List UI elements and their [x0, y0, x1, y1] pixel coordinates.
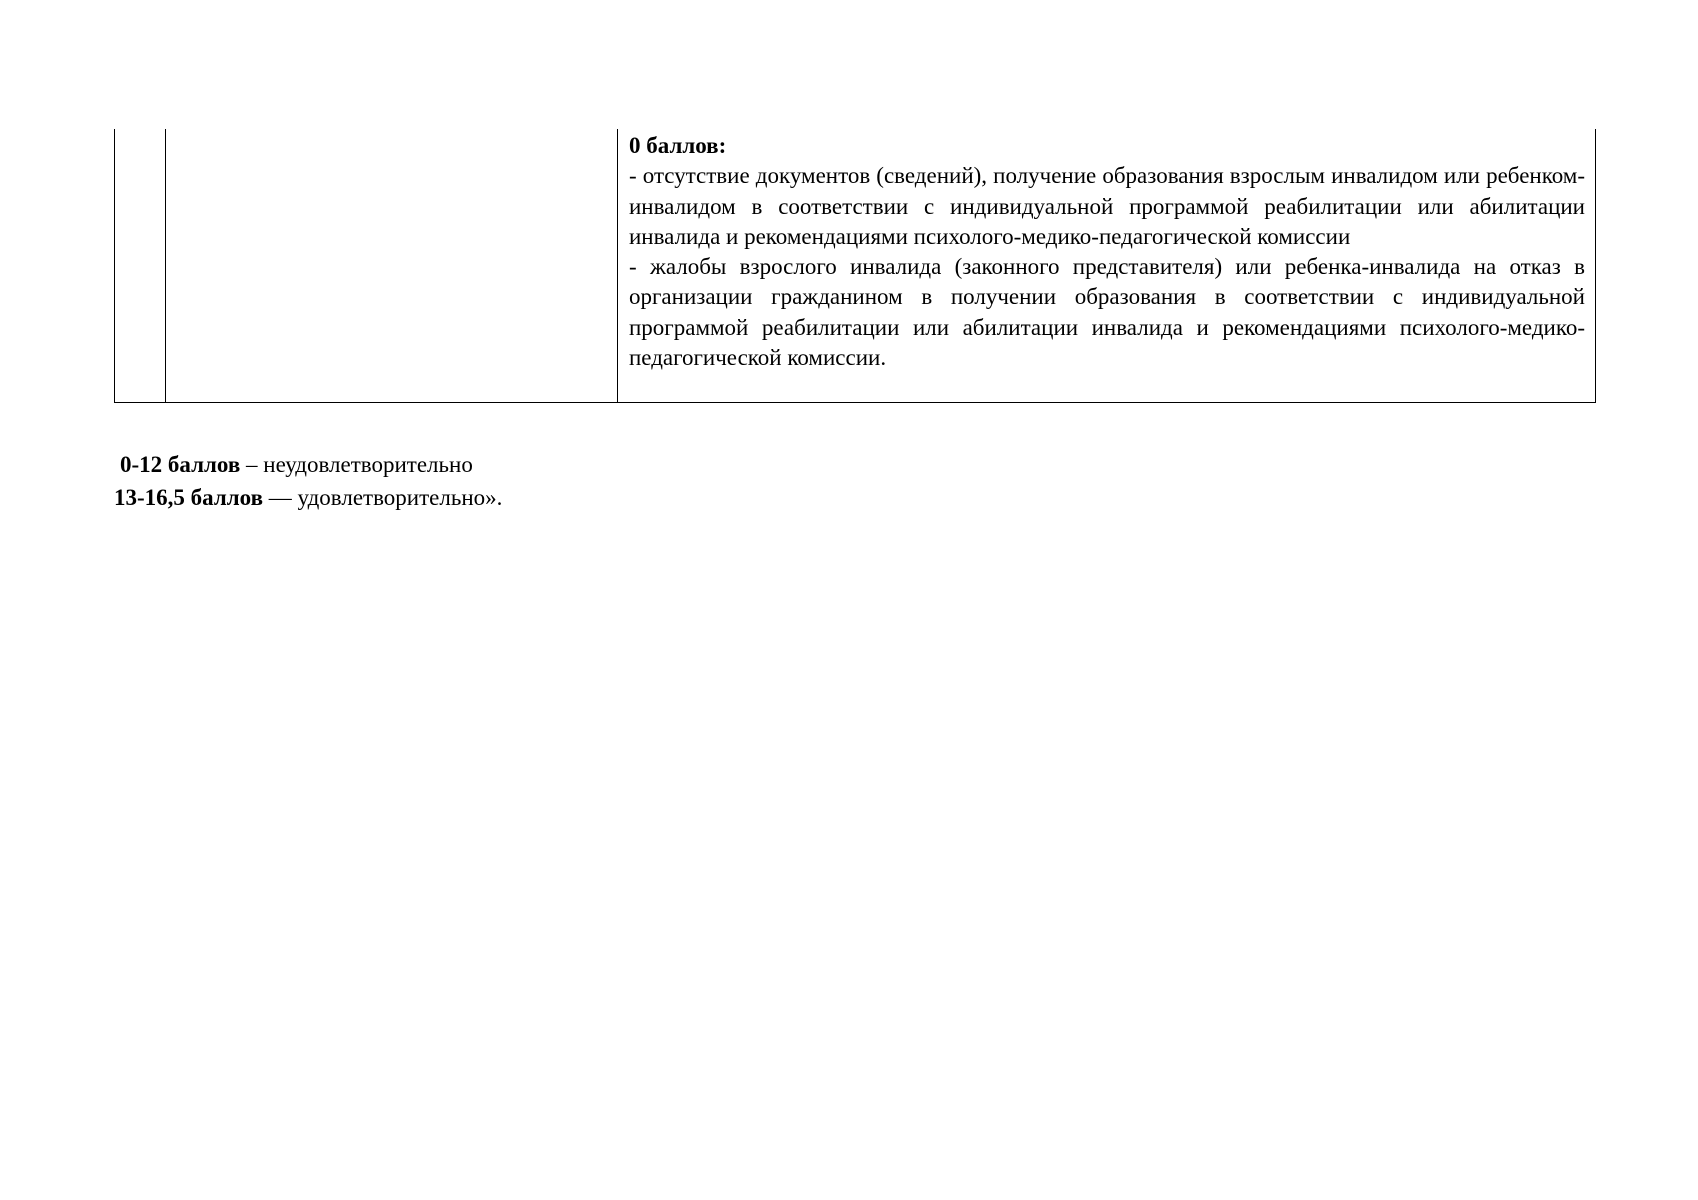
row-number-cell: [115, 129, 166, 403]
table-row: [115, 129, 1596, 403]
scores-cell: [618, 129, 1596, 403]
scale-rating: удовлетворительно».: [297, 485, 503, 510]
criterion-text: [166, 129, 617, 133]
scale-line-satisfactory: [114, 481, 502, 514]
scale-separator: —: [263, 485, 298, 510]
scale-rating: неудовлетворительно: [263, 452, 473, 477]
scale-range: 13-16,5 баллов: [114, 485, 264, 510]
criteria-table: [114, 129, 1596, 403]
rating-scale: [114, 448, 502, 514]
score-paragraph-complaints: - жалобы взрослого инвалида (законного представителя) или ребенка-инвалида на отказ в организации гражданином в получении образования в соответствии с индивидуальной программой реабилитации или абилитации инвалида и рекомендациями психолого-медико-педагогической комиссии.: [629, 254, 1585, 371]
score-paragraph-documents: - отсутствие документов (сведений), получение образования взрослым инвалидом или ребенком-инвалидом в соответствии с индивидуальной программой реабилитации или абилитации инвалида и рекомендациями психолого-медико-педагогической комиссии: [629, 163, 1585, 249]
scale-line-unsatisfactory: [114, 448, 502, 481]
row-number: [115, 129, 165, 133]
scores-text: [618, 129, 1595, 375]
criterion-cell: [166, 129, 618, 403]
score-heading: 0 баллов:: [629, 133, 727, 158]
scale-range: 0-12 баллов: [120, 452, 241, 477]
scale-separator: –: [240, 452, 264, 477]
